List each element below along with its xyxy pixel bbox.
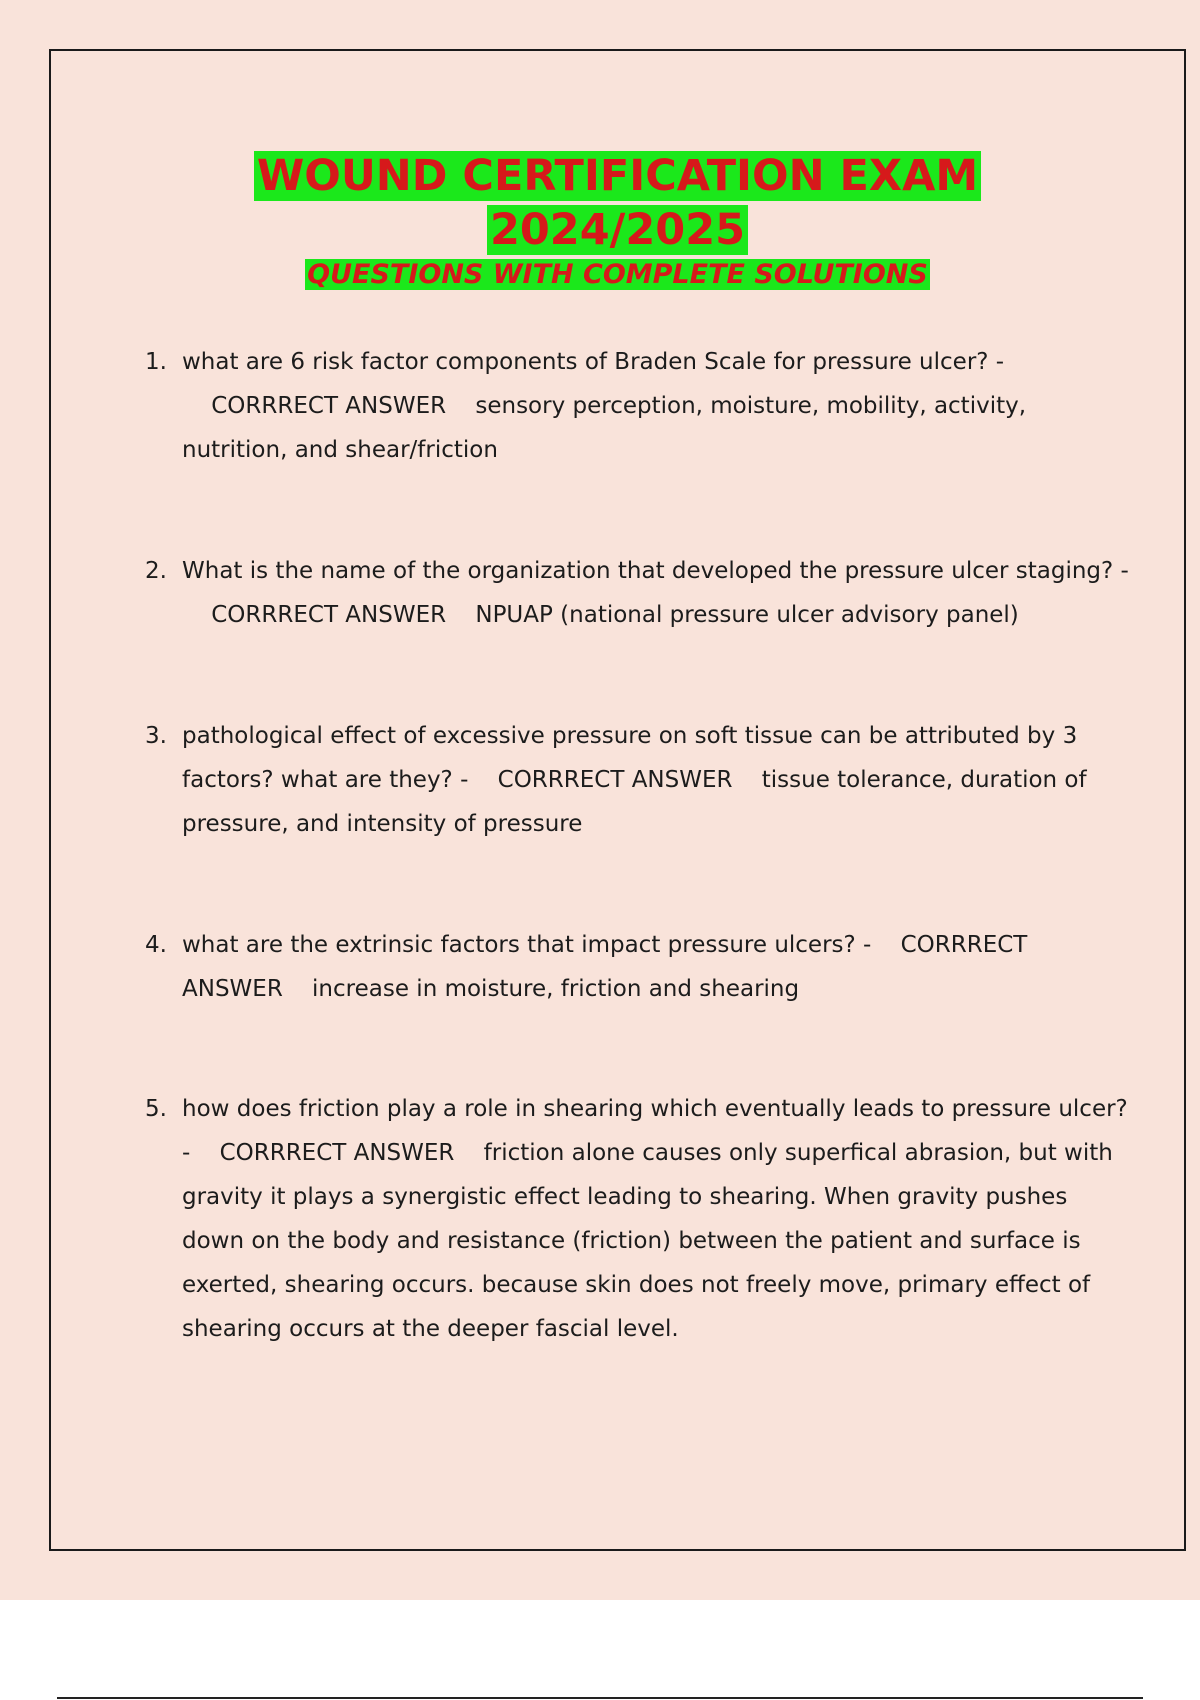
answer-text: sensory perception, moisture, mobility, activity, nutrition, and shear/friction bbox=[182, 393, 1027, 463]
answer-text: NPUAP (national pressure ulcer advisory panel) bbox=[475, 602, 1019, 628]
footer-divider bbox=[57, 1697, 1143, 1699]
answer-label: CORRRECT ANSWER bbox=[211, 602, 447, 628]
qa-item-2 bbox=[145, 549, 1135, 637]
qa-item-4 bbox=[145, 923, 1135, 1011]
qa-item-5 bbox=[145, 1087, 1135, 1351]
question-text: What is the name of the organization that developed the pressure ulcer staging? - bbox=[182, 558, 1129, 584]
exam-subtitle: QUESTIONS WITH COMPLETE SOLUTIONS bbox=[307, 259, 928, 290]
item-number: 1. bbox=[145, 349, 167, 375]
answer-label: CORRRECT ANSWER bbox=[182, 932, 1028, 1002]
question-text: what are the extrinsic factors that impact pressure ulcers? - bbox=[182, 932, 872, 958]
answer-text: tissue tolerance, duration of pressure, and intensity of pressure bbox=[182, 767, 1087, 837]
exam-title-line-2: 2024/2025 bbox=[51, 203, 1184, 257]
exam-title-line-1: WOUND CERTIFICATION EXAM bbox=[51, 149, 1184, 203]
qa-item-1 bbox=[145, 340, 1135, 472]
item-number: 5. bbox=[145, 1096, 167, 1122]
answer-label: CORRRECT ANSWER bbox=[211, 393, 447, 419]
answer-text: friction alone causes only superfical abrasion, but with gravity it plays a synergistic effect leading to shearing. When gravity pushes down on the body and resistance (friction) between the patient and surface is exerted, shearing occurs. because skin does not freely move, primary effect of shearing occurs at the deeper fascial level. bbox=[182, 1140, 1113, 1342]
answer-label: CORRRECT ANSWER bbox=[219, 1140, 455, 1166]
question-text: how does friction play a role in shearing which eventually leads to pressure ulcer? - bbox=[182, 1096, 1128, 1166]
title-block bbox=[51, 149, 1184, 293]
answer-text: increase in moisture, friction and shearing bbox=[312, 976, 800, 1002]
question-text: what are 6 risk factor components of Braden Scale for pressure ulcer? - bbox=[182, 349, 1005, 375]
item-number: 4. bbox=[145, 932, 167, 958]
item-number: 2. bbox=[145, 558, 167, 584]
question-text: pathological effect of excessive pressure on soft tissue can be attributed by 3 factors? what are they? - bbox=[182, 723, 1078, 793]
qa-item-3 bbox=[145, 714, 1135, 846]
answer-label: CORRRECT ANSWER bbox=[497, 767, 733, 793]
item-number: 3. bbox=[145, 723, 167, 749]
question-list bbox=[145, 340, 1135, 1351]
